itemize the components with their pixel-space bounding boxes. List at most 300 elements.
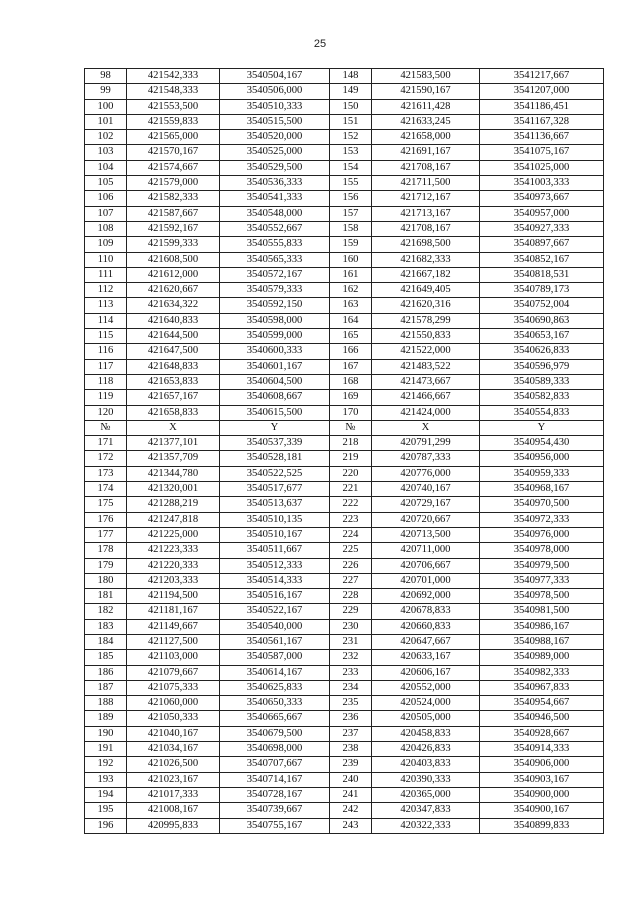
cell-point-number-right: 154 bbox=[330, 160, 372, 175]
cell-point-number-left: 190 bbox=[85, 726, 127, 741]
cell-x-left: 421008,167 bbox=[127, 803, 220, 818]
cell-point-number-left: 112 bbox=[85, 283, 127, 298]
table-row bbox=[85, 145, 604, 160]
cell-x-right: 421691,167 bbox=[372, 145, 480, 160]
cell-y-left: 3540707,667 bbox=[220, 757, 330, 772]
cell-point-number-left: 188 bbox=[85, 696, 127, 711]
cell-point-number-right: 158 bbox=[330, 221, 372, 236]
cell-x-right: 420505,000 bbox=[372, 711, 480, 726]
cell-point-number-left: 108 bbox=[85, 221, 127, 236]
cell-point-number-left: 177 bbox=[85, 527, 127, 542]
cell-x-left: 421574,667 bbox=[127, 160, 220, 175]
cell-y-left: 3540540,000 bbox=[220, 619, 330, 634]
cell-y-right: 3540690,863 bbox=[480, 313, 604, 328]
cell-x-right: 420347,833 bbox=[372, 803, 480, 818]
cell-point-number-left: 175 bbox=[85, 497, 127, 512]
cell-point-number-left: 194 bbox=[85, 787, 127, 802]
cell-x-right: 421667,182 bbox=[372, 267, 480, 282]
cell-y-right: 3540978,000 bbox=[480, 543, 604, 558]
cell-point-number-left: 115 bbox=[85, 329, 127, 344]
table-row bbox=[85, 69, 604, 84]
cell-point-number-right: 219 bbox=[330, 451, 372, 466]
cell-x-right: 420390,333 bbox=[372, 772, 480, 787]
cell-y-left: 3540604,500 bbox=[220, 374, 330, 389]
cell-y-right: 3540897,667 bbox=[480, 237, 604, 252]
cell-x-left: 421559,833 bbox=[127, 114, 220, 129]
cell-x-right: 421649,405 bbox=[372, 283, 480, 298]
header-x-left: X bbox=[127, 420, 220, 435]
cell-point-number-left: 195 bbox=[85, 803, 127, 818]
cell-point-number-left: 181 bbox=[85, 589, 127, 604]
table-row bbox=[85, 634, 604, 649]
cell-point-number-right: 162 bbox=[330, 283, 372, 298]
cell-point-number-left: 184 bbox=[85, 634, 127, 649]
header-row bbox=[85, 420, 604, 435]
table-row bbox=[85, 527, 604, 542]
cell-point-number-left: 113 bbox=[85, 298, 127, 313]
cell-x-left: 421592,167 bbox=[127, 221, 220, 236]
cell-y-left: 3540608,667 bbox=[220, 390, 330, 405]
cell-x-right: 420322,333 bbox=[372, 818, 480, 833]
cell-y-right: 3540986,167 bbox=[480, 619, 604, 634]
cell-point-number-right: 165 bbox=[330, 329, 372, 344]
cell-x-left: 421647,500 bbox=[127, 344, 220, 359]
cell-point-number-left: 191 bbox=[85, 742, 127, 757]
cell-y-left: 3540520,000 bbox=[220, 130, 330, 145]
cell-point-number-left: 186 bbox=[85, 665, 127, 680]
cell-x-left: 421634,322 bbox=[127, 298, 220, 313]
cell-x-right: 420524,000 bbox=[372, 696, 480, 711]
table-row bbox=[85, 99, 604, 114]
cell-y-left: 3540592,150 bbox=[220, 298, 330, 313]
cell-point-number-right: 236 bbox=[330, 711, 372, 726]
cell-y-right: 3540899,833 bbox=[480, 818, 604, 833]
cell-x-left: 421657,167 bbox=[127, 390, 220, 405]
cell-y-right: 3540978,500 bbox=[480, 589, 604, 604]
table-row bbox=[85, 405, 604, 420]
cell-point-number-left: 99 bbox=[85, 84, 127, 99]
cell-x-left: 421542,333 bbox=[127, 69, 220, 84]
cell-point-number-left: 103 bbox=[85, 145, 127, 160]
cell-x-left: 421127,500 bbox=[127, 634, 220, 649]
cell-x-left: 421075,333 bbox=[127, 680, 220, 695]
cell-x-left: 421548,333 bbox=[127, 84, 220, 99]
cell-x-left: 421149,667 bbox=[127, 619, 220, 634]
cell-x-left: 421553,500 bbox=[127, 99, 220, 114]
table-row bbox=[85, 130, 604, 145]
cell-point-number-left: 107 bbox=[85, 206, 127, 221]
cell-x-right: 421590,167 bbox=[372, 84, 480, 99]
cell-point-number-right: 233 bbox=[330, 665, 372, 680]
table-row bbox=[85, 803, 604, 818]
cell-x-right: 421611,428 bbox=[372, 99, 480, 114]
cell-y-left: 3540572,167 bbox=[220, 267, 330, 282]
cell-point-number-right: 226 bbox=[330, 558, 372, 573]
cell-x-right: 421712,167 bbox=[372, 191, 480, 206]
cell-y-right: 3541136,667 bbox=[480, 130, 604, 145]
cell-x-right: 421483,522 bbox=[372, 359, 480, 374]
cell-point-number-right: 231 bbox=[330, 634, 372, 649]
cell-y-right: 3540852,167 bbox=[480, 252, 604, 267]
cell-y-right: 3540957,000 bbox=[480, 206, 604, 221]
cell-x-right: 420606,167 bbox=[372, 665, 480, 680]
cell-y-right: 3540982,333 bbox=[480, 665, 604, 680]
cell-y-left: 3540561,167 bbox=[220, 634, 330, 649]
cell-y-right: 3540653,167 bbox=[480, 329, 604, 344]
cell-point-number-right: 152 bbox=[330, 130, 372, 145]
cell-x-right: 421473,667 bbox=[372, 374, 480, 389]
cell-y-left: 3540510,167 bbox=[220, 527, 330, 542]
cell-x-right: 420458,833 bbox=[372, 726, 480, 741]
table-row bbox=[85, 543, 604, 558]
cell-x-right: 421522,000 bbox=[372, 344, 480, 359]
cell-y-left: 3540525,000 bbox=[220, 145, 330, 160]
header-point-number-left: № bbox=[85, 420, 127, 435]
cell-point-number-left: 109 bbox=[85, 237, 127, 252]
cell-y-left: 3540600,333 bbox=[220, 344, 330, 359]
cell-y-left: 3540522,525 bbox=[220, 466, 330, 481]
cell-point-number-left: 110 bbox=[85, 252, 127, 267]
cell-point-number-left: 105 bbox=[85, 176, 127, 191]
coordinates-table bbox=[84, 68, 604, 834]
cell-y-left: 3540504,167 bbox=[220, 69, 330, 84]
table-row bbox=[85, 772, 604, 787]
cell-point-number-right: 239 bbox=[330, 757, 372, 772]
cell-y-right: 3540954,667 bbox=[480, 696, 604, 711]
cell-y-left: 3540517,677 bbox=[220, 482, 330, 497]
cell-y-left: 3540516,167 bbox=[220, 589, 330, 604]
cell-point-number-right: 223 bbox=[330, 512, 372, 527]
header-point-number-right: № bbox=[330, 420, 372, 435]
cell-point-number-right: 221 bbox=[330, 482, 372, 497]
cell-point-number-right: 161 bbox=[330, 267, 372, 282]
table-row bbox=[85, 160, 604, 175]
cell-x-right: 420426,833 bbox=[372, 742, 480, 757]
cell-x-right: 421550,833 bbox=[372, 329, 480, 344]
cell-x-right: 420713,500 bbox=[372, 527, 480, 542]
cell-x-left: 421050,333 bbox=[127, 711, 220, 726]
cell-x-left: 421223,333 bbox=[127, 543, 220, 558]
cell-point-number-right: 240 bbox=[330, 772, 372, 787]
cell-point-number-right: 230 bbox=[330, 619, 372, 634]
cell-x-left: 421247,818 bbox=[127, 512, 220, 527]
cell-x-left: 421357,709 bbox=[127, 451, 220, 466]
cell-y-right: 3540589,333 bbox=[480, 374, 604, 389]
table-row bbox=[85, 390, 604, 405]
cell-point-number-right: 159 bbox=[330, 237, 372, 252]
cell-y-right: 3540906,000 bbox=[480, 757, 604, 772]
cell-x-right: 420633,167 bbox=[372, 650, 480, 665]
header-y-left: Y bbox=[220, 420, 330, 435]
table-row bbox=[85, 482, 604, 497]
cell-y-left: 3540515,500 bbox=[220, 114, 330, 129]
cell-point-number-left: 98 bbox=[85, 69, 127, 84]
cell-point-number-right: 227 bbox=[330, 573, 372, 588]
cell-x-right: 421711,500 bbox=[372, 176, 480, 191]
cell-x-left: 420995,833 bbox=[127, 818, 220, 833]
table-row bbox=[85, 283, 604, 298]
cell-y-left: 3540541,333 bbox=[220, 191, 330, 206]
cell-y-left: 3540522,167 bbox=[220, 604, 330, 619]
cell-x-left: 421203,333 bbox=[127, 573, 220, 588]
cell-point-number-right: 237 bbox=[330, 726, 372, 741]
cell-x-right: 421424,000 bbox=[372, 405, 480, 420]
cell-y-right: 3541167,328 bbox=[480, 114, 604, 129]
cell-point-number-left: 187 bbox=[85, 680, 127, 695]
cell-x-left: 421599,333 bbox=[127, 237, 220, 252]
cell-point-number-right: 229 bbox=[330, 604, 372, 619]
cell-x-left: 421023,167 bbox=[127, 772, 220, 787]
cell-y-left: 3540537,339 bbox=[220, 436, 330, 451]
cell-y-right: 3540970,500 bbox=[480, 497, 604, 512]
cell-y-left: 3540714,167 bbox=[220, 772, 330, 787]
cell-point-number-right: 241 bbox=[330, 787, 372, 802]
cell-x-left: 421579,000 bbox=[127, 176, 220, 191]
cell-point-number-left: 114 bbox=[85, 313, 127, 328]
cell-x-left: 421103,000 bbox=[127, 650, 220, 665]
cell-x-right: 420678,833 bbox=[372, 604, 480, 619]
cell-y-right: 3540967,833 bbox=[480, 680, 604, 695]
table-row bbox=[85, 298, 604, 313]
cell-y-right: 3540554,833 bbox=[480, 405, 604, 420]
cell-y-right: 3540976,000 bbox=[480, 527, 604, 542]
cell-point-number-left: 173 bbox=[85, 466, 127, 481]
cell-x-right: 421658,000 bbox=[372, 130, 480, 145]
cell-x-right: 420711,000 bbox=[372, 543, 480, 558]
table-row bbox=[85, 726, 604, 741]
cell-point-number-left: 100 bbox=[85, 99, 127, 114]
cell-x-left: 421026,500 bbox=[127, 757, 220, 772]
cell-x-right: 421466,667 bbox=[372, 390, 480, 405]
cell-y-right: 3540973,667 bbox=[480, 191, 604, 206]
cell-x-left: 421587,667 bbox=[127, 206, 220, 221]
cell-y-right: 3540752,004 bbox=[480, 298, 604, 313]
table-row bbox=[85, 84, 604, 99]
cell-point-number-right: 148 bbox=[330, 69, 372, 84]
cell-point-number-left: 183 bbox=[85, 619, 127, 634]
table-row bbox=[85, 191, 604, 206]
cell-x-right: 420365,000 bbox=[372, 787, 480, 802]
cell-y-right: 3540972,333 bbox=[480, 512, 604, 527]
cell-y-right: 3540596,979 bbox=[480, 359, 604, 374]
cell-y-right: 3541003,333 bbox=[480, 176, 604, 191]
cell-y-left: 3540506,000 bbox=[220, 84, 330, 99]
cell-point-number-right: 163 bbox=[330, 298, 372, 313]
cell-y-left: 3540548,000 bbox=[220, 206, 330, 221]
cell-point-number-right: 170 bbox=[330, 405, 372, 420]
table-row bbox=[85, 329, 604, 344]
cell-point-number-right: 160 bbox=[330, 252, 372, 267]
table-row bbox=[85, 344, 604, 359]
table-row bbox=[85, 206, 604, 221]
cell-y-left: 3540665,667 bbox=[220, 711, 330, 726]
cell-x-left: 421612,000 bbox=[127, 267, 220, 282]
cell-y-right: 3541025,000 bbox=[480, 160, 604, 175]
cell-x-left: 421040,167 bbox=[127, 726, 220, 741]
table-row bbox=[85, 497, 604, 512]
page-number: 25 bbox=[313, 38, 327, 50]
cell-point-number-right: 225 bbox=[330, 543, 372, 558]
cell-x-right: 420791,299 bbox=[372, 436, 480, 451]
cell-y-right: 3540981,500 bbox=[480, 604, 604, 619]
cell-y-left: 3540512,333 bbox=[220, 558, 330, 573]
cell-point-number-right: 166 bbox=[330, 344, 372, 359]
cell-point-number-right: 242 bbox=[330, 803, 372, 818]
cell-x-left: 421288,219 bbox=[127, 497, 220, 512]
cell-y-right: 3540954,430 bbox=[480, 436, 604, 451]
cell-x-left: 421565,000 bbox=[127, 130, 220, 145]
cell-point-number-right: 169 bbox=[330, 390, 372, 405]
cell-x-left: 421060,000 bbox=[127, 696, 220, 711]
table-row bbox=[85, 512, 604, 527]
header-x-right: X bbox=[372, 420, 480, 435]
cell-y-left: 3540599,000 bbox=[220, 329, 330, 344]
header-y-right: Y bbox=[480, 420, 604, 435]
cell-x-left: 421648,833 bbox=[127, 359, 220, 374]
table-row bbox=[85, 436, 604, 451]
cell-x-right: 420692,000 bbox=[372, 589, 480, 604]
cell-point-number-right: 167 bbox=[330, 359, 372, 374]
cell-y-left: 3540587,000 bbox=[220, 650, 330, 665]
cell-x-left: 421194,500 bbox=[127, 589, 220, 604]
table-row bbox=[85, 650, 604, 665]
cell-y-left: 3540579,333 bbox=[220, 283, 330, 298]
cell-x-left: 421570,167 bbox=[127, 145, 220, 160]
cell-point-number-left: 116 bbox=[85, 344, 127, 359]
cell-point-number-right: 150 bbox=[330, 99, 372, 114]
cell-x-right: 421708,167 bbox=[372, 160, 480, 175]
cell-point-number-left: 182 bbox=[85, 604, 127, 619]
cell-x-right: 421633,245 bbox=[372, 114, 480, 129]
cell-point-number-right: 157 bbox=[330, 206, 372, 221]
table-row bbox=[85, 619, 604, 634]
cell-y-right: 3540989,000 bbox=[480, 650, 604, 665]
cell-x-right: 420706,667 bbox=[372, 558, 480, 573]
cell-x-left: 421320,001 bbox=[127, 482, 220, 497]
cell-y-left: 3540739,667 bbox=[220, 803, 330, 818]
cell-point-number-left: 104 bbox=[85, 160, 127, 175]
cell-point-number-left: 185 bbox=[85, 650, 127, 665]
cell-y-right: 3541207,000 bbox=[480, 84, 604, 99]
cell-point-number-right: 238 bbox=[330, 742, 372, 757]
table-row bbox=[85, 451, 604, 466]
cell-point-number-right: 243 bbox=[330, 818, 372, 833]
table-row bbox=[85, 696, 604, 711]
table-row bbox=[85, 711, 604, 726]
cell-y-left: 3540514,333 bbox=[220, 573, 330, 588]
cell-y-left: 3540679,500 bbox=[220, 726, 330, 741]
table-row bbox=[85, 573, 604, 588]
cell-point-number-right: 228 bbox=[330, 589, 372, 604]
cell-point-number-right: 220 bbox=[330, 466, 372, 481]
cell-y-left: 3540510,135 bbox=[220, 512, 330, 527]
cell-point-number-left: 189 bbox=[85, 711, 127, 726]
cell-point-number-right: 224 bbox=[330, 527, 372, 542]
cell-x-right: 421698,500 bbox=[372, 237, 480, 252]
cell-x-left: 421608,500 bbox=[127, 252, 220, 267]
cell-point-number-right: 168 bbox=[330, 374, 372, 389]
cell-y-right: 3540979,500 bbox=[480, 558, 604, 573]
table-row bbox=[85, 221, 604, 236]
cell-y-right: 3540959,333 bbox=[480, 466, 604, 481]
cell-x-right: 421583,500 bbox=[372, 69, 480, 84]
cell-y-right: 3540818,531 bbox=[480, 267, 604, 282]
cell-point-number-left: 196 bbox=[85, 818, 127, 833]
cell-x-left: 421640,833 bbox=[127, 313, 220, 328]
cell-y-right: 3540789,173 bbox=[480, 283, 604, 298]
cell-point-number-left: 192 bbox=[85, 757, 127, 772]
cell-x-left: 421225,000 bbox=[127, 527, 220, 542]
cell-y-left: 3540536,333 bbox=[220, 176, 330, 191]
table-row bbox=[85, 267, 604, 282]
cell-point-number-left: 172 bbox=[85, 451, 127, 466]
cell-x-right: 421620,316 bbox=[372, 298, 480, 313]
cell-point-number-left: 178 bbox=[85, 543, 127, 558]
cell-point-number-right: 234 bbox=[330, 680, 372, 695]
cell-x-right: 420403,833 bbox=[372, 757, 480, 772]
cell-x-left: 421220,333 bbox=[127, 558, 220, 573]
cell-point-number-right: 153 bbox=[330, 145, 372, 160]
table-row bbox=[85, 359, 604, 374]
cell-point-number-left: 171 bbox=[85, 436, 127, 451]
cell-y-right: 3540900,167 bbox=[480, 803, 604, 818]
cell-x-right: 420787,333 bbox=[372, 451, 480, 466]
table-row bbox=[85, 176, 604, 191]
cell-x-left: 421658,833 bbox=[127, 405, 220, 420]
table-row bbox=[85, 237, 604, 252]
cell-y-right: 3540928,667 bbox=[480, 726, 604, 741]
cell-point-number-right: 155 bbox=[330, 176, 372, 191]
table-row bbox=[85, 818, 604, 833]
cell-point-number-left: 111 bbox=[85, 267, 127, 282]
cell-y-left: 3540625,833 bbox=[220, 680, 330, 695]
cell-x-right: 420660,833 bbox=[372, 619, 480, 634]
cell-y-left: 3540601,167 bbox=[220, 359, 330, 374]
cell-point-number-right: 218 bbox=[330, 436, 372, 451]
cell-y-left: 3540511,667 bbox=[220, 543, 330, 558]
cell-x-right: 421682,333 bbox=[372, 252, 480, 267]
cell-y-left: 3540555,833 bbox=[220, 237, 330, 252]
cell-x-left: 421344,780 bbox=[127, 466, 220, 481]
cell-x-right: 420740,167 bbox=[372, 482, 480, 497]
table-row bbox=[85, 374, 604, 389]
cell-y-right: 3541075,167 bbox=[480, 145, 604, 160]
cell-point-number-left: 193 bbox=[85, 772, 127, 787]
cell-y-right: 3540900,000 bbox=[480, 787, 604, 802]
cell-x-right: 421578,299 bbox=[372, 313, 480, 328]
table-row bbox=[85, 742, 604, 757]
table-row bbox=[85, 589, 604, 604]
cell-point-number-right: 222 bbox=[330, 497, 372, 512]
cell-point-number-left: 101 bbox=[85, 114, 127, 129]
cell-x-left: 421181,167 bbox=[127, 604, 220, 619]
cell-point-number-left: 176 bbox=[85, 512, 127, 527]
cell-point-number-left: 119 bbox=[85, 390, 127, 405]
cell-y-left: 3540598,000 bbox=[220, 313, 330, 328]
cell-y-left: 3540529,500 bbox=[220, 160, 330, 175]
cell-y-left: 3540615,500 bbox=[220, 405, 330, 420]
cell-y-left: 3540552,667 bbox=[220, 221, 330, 236]
cell-x-right: 420729,167 bbox=[372, 497, 480, 512]
cell-point-number-left: 117 bbox=[85, 359, 127, 374]
cell-y-left: 3540528,181 bbox=[220, 451, 330, 466]
cell-y-right: 3540988,167 bbox=[480, 634, 604, 649]
table-row bbox=[85, 665, 604, 680]
cell-x-right: 421713,167 bbox=[372, 206, 480, 221]
cell-y-left: 3540513,637 bbox=[220, 497, 330, 512]
cell-y-left: 3540510,333 bbox=[220, 99, 330, 114]
cell-y-left: 3540698,000 bbox=[220, 742, 330, 757]
